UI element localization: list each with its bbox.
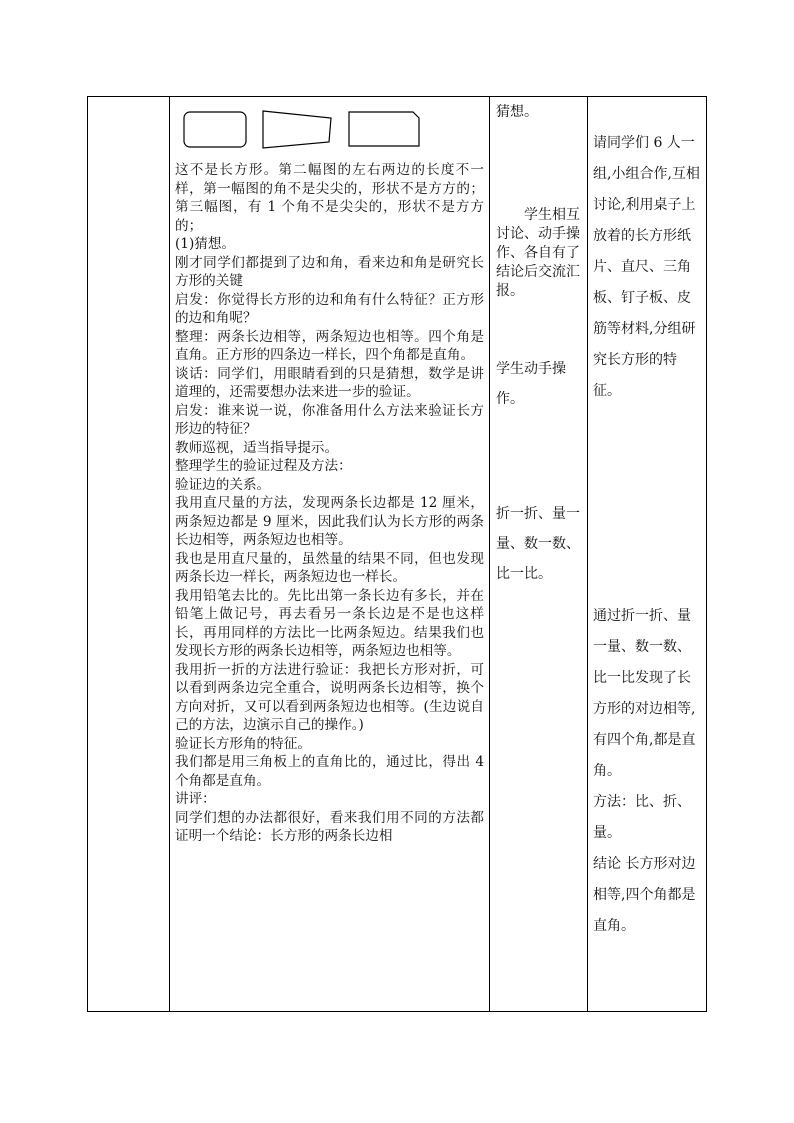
main-paragraph: 同学们想的办法都很好，看来我们用不同的方法都证明一个结论：长方形的两条长边相 [175,809,484,844]
lesson-table [87,96,707,1012]
main-paragraph: 我用折一折的方法进行验证：我把长方形对折，可以看到两条边完全重合，说明两条长边相等，换个方向对折，又可以看到两条短边也相等。(生边说自己的方法，边演示自己的操作。) [175,661,484,733]
main-paragraph: 整理学生的验证过程及方法： [175,458,352,474]
main-paragraph: 我用直尺量的方法，发现两条长边都是 12 厘米，两条短边都是 9 厘米，因此我们认为长方形的两条长边相等，两条短边也相等。 [175,495,484,548]
main-paragraph: 我用铅笔去比的。先比出第一条长边有多长，并在铅笔上做记号，再去看另一条长边是不是也这样长，再用同样的方法比一比两条短边。结果我们也发现长方形的两条长边相等，两条短边也相等。 [175,587,484,659]
empty-column [88,97,169,1011]
main-paragraph: 验证边的关系。 [175,476,271,493]
trapezoid-figure [263,111,331,148]
main-paragraph: 整理：两条长边相等，两条短边也相等。四个角是直角。正方形的四条边一样长，四个角都是直角。 [175,328,484,363]
main-paragraph: 启发：谁来说一说，你准备用什么方法来验证长方形边的特征？ [175,402,484,437]
design-intent-column [588,97,707,1011]
student-discuss-text: 学生相互讨论、动手操作、各自有了结论后交流汇报。 [496,207,580,299]
teacher-activity-column [170,97,489,1011]
student-methods-text: 折一折、量一量、数一数、比一比。 [496,506,580,582]
student-hands-on-text: 学生动手操作。 [496,361,566,407]
design-method-text: 方法：比、折、量。 [593,794,691,841]
student-activity-column [490,97,587,1011]
main-paragraph: (1)猜想。 [175,236,236,252]
rounded-rectangle-figure [184,112,246,147]
main-paragraph: 我也是用直尺量的，虽然量的结果不同，但也发现两条长边一样长，两条短边也一样长。 [175,550,484,585]
main-paragraph: 教师巡视，适当指导提示。 [175,439,339,456]
design-conclusion-text: 结论 长方形对边相等,四个角都是直角。 [593,856,696,934]
shape-figures [175,97,484,161]
main-paragraph: 我们都是用三角板上的直角比的，通过比，得出 4 个角都是直角。 [175,754,484,789]
main-paragraph: 这不是长方形。第二幅图的左右两边的长度不一样，第一幅图的角不是尖尖的，形状不是方方的；第三幅图，有 1 个角不是尖尖的，形状不是方方的； [175,162,484,234]
shape-figures-drawing [175,97,485,161]
student-guess-text: 猜想。 [496,104,538,120]
main-paragraph: 讲评： [175,791,216,807]
design-group-text: 请同学们 6 人一组,小组合作,互相讨论,利用桌子上放着的长方形纸片、直尺、三角板、钉子板、皮筋等材料,分组研究长方形的特征。 [593,135,700,399]
main-paragraph: 谈话：同学们，用眼睛看到的只是猜想，数学是讲道理的，还需要想办法来进一步的验证。 [175,365,484,400]
cut-corner-rectangle-figure [349,112,419,146]
main-paragraph: 刚才同学们都提到了边和角，看来边和角是研究长方形的关键 [175,254,484,289]
design-finding-text: 通过折一折、量一量、数一数、比一比发现了长方形的对边相等,有四个角,都是直角。 [593,608,696,779]
main-paragraph: 启发：你觉得长方形的边和角有什么特征？正方形的边和角呢？ [175,291,484,326]
main-paragraph: 验证长方形角的特征。 [175,735,311,752]
